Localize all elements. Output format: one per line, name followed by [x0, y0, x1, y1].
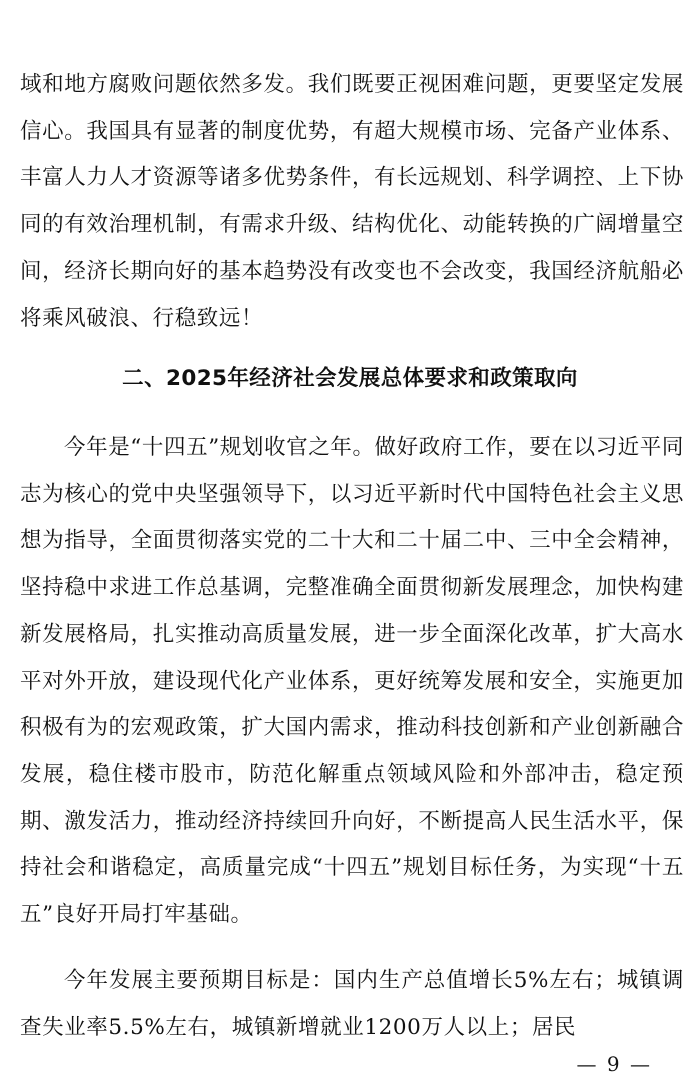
body-paragraph-general-requirements: 今年是“十四五”规划收官之年。做好政府工作，要在以习近平同志为核心的党中央坚强领导下，以习近平新时代中国特色社会主义思想为指导，全面贯彻落实党的二十大和二十届二中、三中全会精神，坚持稳中求进工作总基调，完整准确全面贯彻新发展理念，加快构建新发展格局，扎实推动高质量发展，进一步全面深化改革，扩大高水平对外开放，建设现代化产业体系，更好统筹发展和安全，实施更加积极有为的宏观政策，扩大国内需求，推动科技创新和产业创新融合发展，稳住楼市股市，防范化解重点领域风险和外部冲击，稳定预期、激发活力，推动经济持续回升向好，不断提高人民生活水平，保持社会和谐稳定，高质量完成“十四五”规划目标任务，为实现“十五五”良好开局打牢基础。	[20, 435, 684, 928]
body-paragraph-confidence: 域和地方腐败问题依然多发。我们既要正视困难问题，更要坚定发展信心。我国具有显著的制度优势，有超大规模市场、完备产业体系、丰富人力人才资源等诸多优势条件，有长远规划、科学调控、上下协同的有效治理机制，有需求升级、结构优化、动能转换的广阔增量空间，经济长期向好的基本趋势没有改变也不会改变，我国经济航船必将乘风破浪、行稳致远！	[20, 72, 684, 331]
page-number: — 9 —	[576, 1052, 652, 1076]
body-paragraph-expected-targets: 今年发展主要预期目标是：国内生产总值增长5%左右；城镇调查失业率5.5%左右，城镇新增就业1200万人以上；居民	[20, 968, 684, 1040]
section-heading: 二、2025年经济社会发展总体要求和政策取向	[122, 366, 578, 391]
